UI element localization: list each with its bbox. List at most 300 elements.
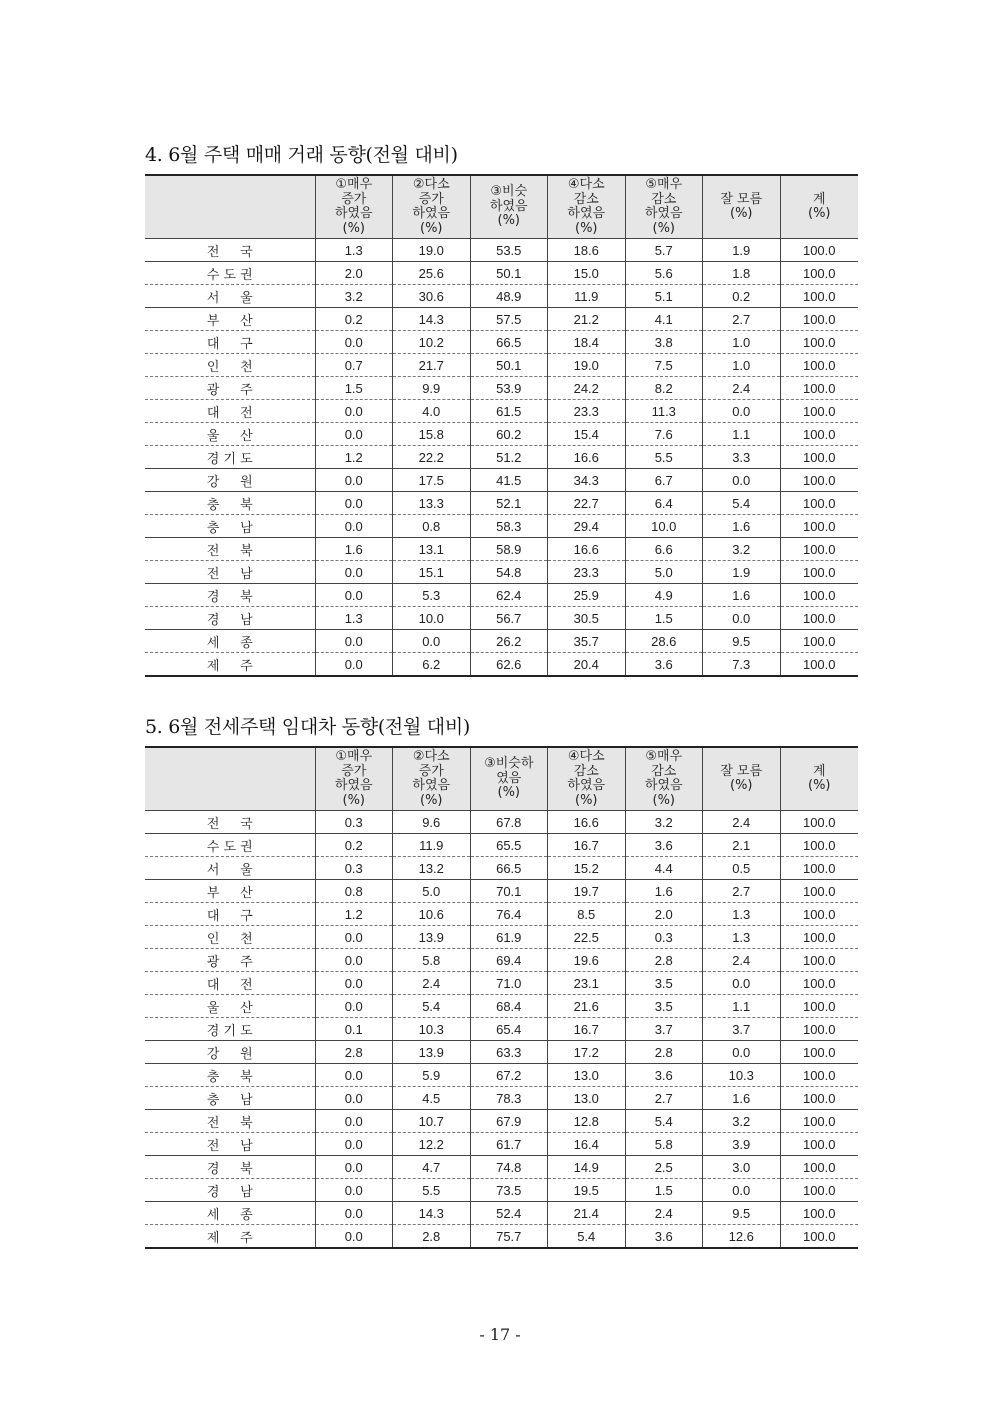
- value-cell: 100.0: [780, 285, 858, 308]
- value-cell: 23.3: [548, 400, 626, 423]
- value-cell: 3.6: [625, 1064, 703, 1087]
- region-cell: 광 주: [145, 377, 315, 400]
- value-cell: 100.0: [780, 1087, 858, 1110]
- value-cell: 22.5: [548, 926, 626, 949]
- value-cell: 14.3: [393, 308, 471, 331]
- value-cell: 0.0: [315, 515, 393, 538]
- value-cell: 0.0: [703, 400, 781, 423]
- value-cell: 19.7: [548, 880, 626, 903]
- value-cell: 1.9: [703, 239, 781, 262]
- value-cell: 62.4: [470, 584, 548, 607]
- column-header: ⑤매우 감소 하였음 (%): [625, 747, 703, 811]
- table-row: [145, 949, 858, 972]
- value-cell: 5.3: [393, 584, 471, 607]
- value-cell: 10.0: [625, 515, 703, 538]
- table-row: [145, 331, 858, 354]
- region-cell: 전 북: [145, 538, 315, 561]
- value-cell: 1.6: [703, 584, 781, 607]
- value-cell: 15.4: [548, 423, 626, 446]
- value-cell: 22.2: [393, 446, 471, 469]
- value-cell: 100.0: [780, 1018, 858, 1041]
- value-cell: 2.8: [625, 949, 703, 972]
- value-cell: 3.8: [625, 331, 703, 354]
- table-row: [145, 857, 858, 880]
- value-cell: 3.2: [703, 1110, 781, 1133]
- region-cell: 전 북: [145, 1110, 315, 1133]
- table-row: [145, 1041, 858, 1064]
- value-cell: 74.8: [470, 1156, 548, 1179]
- region-cell: 세 종: [145, 630, 315, 653]
- table-row: [145, 1225, 858, 1249]
- value-cell: 17.5: [393, 469, 471, 492]
- value-cell: 2.5: [625, 1156, 703, 1179]
- value-cell: 0.0: [315, 1202, 393, 1225]
- value-cell: 0.0: [315, 1064, 393, 1087]
- value-cell: 0.0: [315, 949, 393, 972]
- value-cell: 16.7: [548, 1018, 626, 1041]
- value-cell: 9.5: [703, 1202, 781, 1225]
- value-cell: 0.0: [703, 1041, 781, 1064]
- value-cell: 0.0: [703, 607, 781, 630]
- value-cell: 19.5: [548, 1179, 626, 1202]
- value-cell: 100.0: [780, 903, 858, 926]
- region-cell: 충 북: [145, 1064, 315, 1087]
- value-cell: 7.5: [625, 354, 703, 377]
- value-cell: 2.4: [703, 949, 781, 972]
- value-cell: 50.1: [470, 262, 548, 285]
- value-cell: 0.2: [315, 834, 393, 857]
- table-row: [145, 995, 858, 1018]
- value-cell: 65.4: [470, 1018, 548, 1041]
- value-cell: 51.2: [470, 446, 548, 469]
- value-cell: 1.6: [625, 880, 703, 903]
- region-cell: 인 천: [145, 926, 315, 949]
- value-cell: 58.3: [470, 515, 548, 538]
- value-cell: 3.7: [703, 1018, 781, 1041]
- value-cell: 10.6: [393, 903, 471, 926]
- value-cell: 19.6: [548, 949, 626, 972]
- lease-trend-table: [145, 746, 858, 1249]
- value-cell: 41.5: [470, 469, 548, 492]
- table-row: [145, 1110, 858, 1133]
- value-cell: 0.0: [315, 653, 393, 677]
- value-cell: 100.0: [780, 515, 858, 538]
- value-cell: 10.3: [393, 1018, 471, 1041]
- value-cell: 0.0: [315, 400, 393, 423]
- value-cell: 0.0: [315, 1110, 393, 1133]
- table-row: [145, 1087, 858, 1110]
- column-header: ⑤매우 감소 하였음 (%): [625, 175, 703, 239]
- value-cell: 58.9: [470, 538, 548, 561]
- value-cell: 52.1: [470, 492, 548, 515]
- column-header: ①매우 증가 하였음 (%): [315, 175, 393, 239]
- region-cell: 수 도 권: [145, 834, 315, 857]
- value-cell: 1.6: [703, 1087, 781, 1110]
- value-cell: 6.4: [625, 492, 703, 515]
- region-cell: 전 국: [145, 239, 315, 262]
- region-cell: 광 주: [145, 949, 315, 972]
- value-cell: 5.4: [393, 995, 471, 1018]
- value-cell: 2.8: [393, 1225, 471, 1249]
- value-cell: 16.4: [548, 1133, 626, 1156]
- value-cell: 100.0: [780, 857, 858, 880]
- value-cell: 100.0: [780, 377, 858, 400]
- table-row: [145, 584, 858, 607]
- section-title-lease: 5. 6월 전세주택 임대차 동향(전월 대비): [145, 716, 470, 738]
- value-cell: 100.0: [780, 880, 858, 903]
- value-cell: 21.2: [548, 308, 626, 331]
- value-cell: 4.4: [625, 857, 703, 880]
- value-cell: 1.5: [315, 377, 393, 400]
- value-cell: 0.2: [315, 308, 393, 331]
- value-cell: 5.4: [703, 492, 781, 515]
- table-row: [145, 400, 858, 423]
- value-cell: 4.7: [393, 1156, 471, 1179]
- table-row: [145, 880, 858, 903]
- value-cell: 48.9: [470, 285, 548, 308]
- table-row: [145, 239, 858, 262]
- column-header: ④다소 감소 하였음 (%): [548, 747, 626, 811]
- value-cell: 3.6: [625, 653, 703, 677]
- value-cell: 1.5: [625, 1179, 703, 1202]
- value-cell: 0.3: [315, 857, 393, 880]
- region-cell: 경 북: [145, 1156, 315, 1179]
- table-row: [145, 607, 858, 630]
- region-cell: 대 구: [145, 331, 315, 354]
- column-header: 계 (%): [780, 747, 858, 811]
- value-cell: 11.3: [625, 400, 703, 423]
- region-cell: 충 남: [145, 1087, 315, 1110]
- value-cell: 0.1: [315, 1018, 393, 1041]
- value-cell: 26.2: [470, 630, 548, 653]
- region-cell: 경 기 도: [145, 1018, 315, 1041]
- value-cell: 20.4: [548, 653, 626, 677]
- table-row: [145, 972, 858, 995]
- value-cell: 6.6: [625, 538, 703, 561]
- value-cell: 0.3: [625, 926, 703, 949]
- value-cell: 10.7: [393, 1110, 471, 1133]
- region-cell: 수 도 권: [145, 262, 315, 285]
- table-row: [145, 377, 858, 400]
- table-row: [145, 1133, 858, 1156]
- value-cell: 6.7: [625, 469, 703, 492]
- value-cell: 65.5: [470, 834, 548, 857]
- value-cell: 1.5: [625, 607, 703, 630]
- value-cell: 9.9: [393, 377, 471, 400]
- region-cell: 서 울: [145, 857, 315, 880]
- value-cell: 28.6: [625, 630, 703, 653]
- table-row: [145, 1179, 858, 1202]
- value-cell: 21.6: [548, 995, 626, 1018]
- value-cell: 9.6: [393, 811, 471, 834]
- value-cell: 3.2: [625, 811, 703, 834]
- value-cell: 16.6: [548, 811, 626, 834]
- region-cell: 경 기 도: [145, 446, 315, 469]
- column-header: ②다소 증가 하였음 (%): [393, 747, 471, 811]
- value-cell: 50.1: [470, 354, 548, 377]
- value-cell: 15.2: [548, 857, 626, 880]
- value-cell: 2.4: [703, 811, 781, 834]
- region-cell: 전 국: [145, 811, 315, 834]
- value-cell: 13.2: [393, 857, 471, 880]
- value-cell: 24.2: [548, 377, 626, 400]
- value-cell: 12.2: [393, 1133, 471, 1156]
- value-cell: 54.8: [470, 561, 548, 584]
- region-cell: 대 구: [145, 903, 315, 926]
- value-cell: 75.7: [470, 1225, 548, 1249]
- header-row: [145, 175, 858, 239]
- value-cell: 100.0: [780, 446, 858, 469]
- region-cell: 제 주: [206, 1230, 253, 1246]
- value-cell: 5.8: [625, 1133, 703, 1156]
- value-cell: 0.8: [393, 515, 471, 538]
- region-cell: 강 원: [145, 469, 315, 492]
- value-cell: 5.7: [625, 239, 703, 262]
- value-cell: 76.4: [470, 903, 548, 926]
- value-cell: 1.3: [703, 926, 781, 949]
- value-cell: 2.0: [625, 903, 703, 926]
- value-cell: 23.1: [548, 972, 626, 995]
- value-cell: 15.0: [548, 262, 626, 285]
- value-cell: 100.0: [780, 354, 858, 377]
- value-cell: 0.0: [315, 1225, 393, 1249]
- value-cell: 4.1: [625, 308, 703, 331]
- region-cell: 충 남: [145, 515, 315, 538]
- table-row: [145, 630, 858, 653]
- value-cell: 2.7: [625, 1087, 703, 1110]
- value-cell: 3.3: [703, 446, 781, 469]
- value-cell: 6.2: [393, 653, 471, 677]
- value-cell: 100.0: [780, 538, 858, 561]
- value-cell: 0.5: [703, 857, 781, 880]
- value-cell: 68.4: [470, 995, 548, 1018]
- value-cell: 0.0: [315, 469, 393, 492]
- value-cell: 22.7: [548, 492, 626, 515]
- value-cell: 5.4: [625, 1110, 703, 1133]
- table-row: [145, 1202, 858, 1225]
- value-cell: 100.0: [780, 1064, 858, 1087]
- value-cell: 1.3: [315, 239, 393, 262]
- value-cell: 78.3: [470, 1087, 548, 1110]
- value-cell: 0.0: [315, 926, 393, 949]
- value-cell: 2.8: [315, 1041, 393, 1064]
- value-cell: 1.1: [703, 995, 781, 1018]
- value-cell: 100.0: [780, 469, 858, 492]
- table-row: [145, 1018, 858, 1041]
- value-cell: 4.5: [393, 1087, 471, 1110]
- value-cell: 3.6: [625, 1225, 703, 1249]
- value-cell: 4.0: [393, 400, 471, 423]
- table-row: [145, 538, 858, 561]
- table-row: [145, 834, 858, 857]
- value-cell: 17.2: [548, 1041, 626, 1064]
- value-cell: 100.0: [780, 972, 858, 995]
- value-cell: 70.1: [470, 880, 548, 903]
- value-cell: 100.0: [780, 239, 858, 262]
- value-cell: 5.8: [393, 949, 471, 972]
- region-cell: 경 북: [145, 584, 315, 607]
- column-header: ②다소 증가 하였음 (%): [393, 175, 471, 239]
- value-cell: 8.5: [548, 903, 626, 926]
- column-header: 잘 모름 (%): [703, 175, 781, 239]
- table-row: [145, 561, 858, 584]
- value-cell: 100.0: [780, 331, 858, 354]
- region-cell: 대 전: [145, 972, 315, 995]
- value-cell: 3.5: [625, 995, 703, 1018]
- column-header: 계 (%): [780, 175, 858, 239]
- value-cell: 100.0: [780, 1156, 858, 1179]
- value-cell: 100.0: [780, 630, 858, 653]
- sales-trend-table: [145, 174, 858, 677]
- table-row: [145, 653, 858, 677]
- value-cell: 53.9: [470, 377, 548, 400]
- table-row: [145, 515, 858, 538]
- column-header: ①매우 증가 하였음 (%): [315, 747, 393, 811]
- value-cell: 3.6: [625, 834, 703, 857]
- value-cell: 67.2: [470, 1064, 548, 1087]
- section-title-sales: 4. 6월 주택 매매 거래 동향(전월 대비): [145, 144, 458, 166]
- region-cell: 세 종: [145, 1202, 315, 1225]
- region-header: [145, 175, 315, 239]
- value-cell: 10.0: [393, 607, 471, 630]
- value-cell: 0.0: [393, 630, 471, 653]
- region-cell: 부 산: [145, 880, 315, 903]
- value-cell: 100.0: [780, 1133, 858, 1156]
- value-cell: 100.0: [780, 423, 858, 446]
- table-row: [145, 262, 858, 285]
- value-cell: 2.8: [625, 1041, 703, 1064]
- value-cell: 1.8: [703, 262, 781, 285]
- column-header: ③비슷 하였음 (%): [470, 175, 548, 239]
- value-cell: 34.3: [548, 469, 626, 492]
- table-row: [145, 811, 858, 834]
- table-row: [145, 492, 858, 515]
- table-row: [145, 308, 858, 331]
- table-row: [145, 1064, 858, 1087]
- value-cell: 2.0: [315, 262, 393, 285]
- value-cell: 2.7: [703, 308, 781, 331]
- value-cell: 15.8: [393, 423, 471, 446]
- table-row: [145, 446, 858, 469]
- value-cell: 100.0: [780, 995, 858, 1018]
- page-number: - 17 -: [479, 1325, 521, 1344]
- table-row: [145, 1156, 858, 1179]
- value-cell: 5.1: [625, 285, 703, 308]
- value-cell: 13.9: [393, 1041, 471, 1064]
- region-cell: 강 원: [145, 1041, 315, 1064]
- value-cell: 14.9: [548, 1156, 626, 1179]
- value-cell: 71.0: [470, 972, 548, 995]
- value-cell: 16.6: [548, 538, 626, 561]
- value-cell: 2.4: [703, 377, 781, 400]
- value-cell: 100.0: [780, 926, 858, 949]
- column-header: ④다소 감소 하였음 (%): [548, 175, 626, 239]
- value-cell: 0.7: [315, 354, 393, 377]
- value-cell: 19.0: [393, 239, 471, 262]
- column-header: 잘 모름 (%): [703, 747, 781, 811]
- value-cell: 18.6: [548, 239, 626, 262]
- value-cell: 1.0: [703, 354, 781, 377]
- value-cell: 1.0: [703, 331, 781, 354]
- value-cell: 11.9: [393, 834, 471, 857]
- value-cell: 19.0: [548, 354, 626, 377]
- value-cell: 100.0: [780, 834, 858, 857]
- value-cell: 0.8: [315, 880, 393, 903]
- value-cell: 100.0: [780, 949, 858, 972]
- table-row: [145, 903, 858, 926]
- value-cell: 67.9: [470, 1110, 548, 1133]
- value-cell: 8.2: [625, 377, 703, 400]
- value-cell: 0.0: [315, 995, 393, 1018]
- value-cell: 4.9: [625, 584, 703, 607]
- value-cell: 3.0: [703, 1156, 781, 1179]
- value-cell: 5.5: [393, 1179, 471, 1202]
- value-cell: 21.4: [548, 1202, 626, 1225]
- value-cell: 12.6: [703, 1225, 781, 1249]
- value-cell: 25.6: [393, 262, 471, 285]
- value-cell: 0.0: [315, 972, 393, 995]
- value-cell: 100.0: [780, 1202, 858, 1225]
- value-cell: 53.5: [470, 239, 548, 262]
- region-header: [145, 747, 315, 811]
- value-cell: 2.1: [703, 834, 781, 857]
- value-cell: 100.0: [780, 1179, 858, 1202]
- value-cell: 0.0: [315, 1179, 393, 1202]
- value-cell: 1.2: [315, 903, 393, 926]
- value-cell: 69.4: [470, 949, 548, 972]
- value-cell: 52.4: [470, 1202, 548, 1225]
- table-row: [145, 423, 858, 446]
- value-cell: 13.0: [548, 1064, 626, 1087]
- value-cell: 100.0: [780, 1225, 858, 1249]
- value-cell: 66.5: [470, 857, 548, 880]
- value-cell: 100.0: [780, 1110, 858, 1133]
- value-cell: 13.9: [393, 926, 471, 949]
- value-cell: 3.2: [315, 285, 393, 308]
- value-cell: 100.0: [780, 811, 858, 834]
- value-cell: 0.0: [315, 1087, 393, 1110]
- region-cell: 울 산: [145, 423, 315, 446]
- value-cell: 61.5: [470, 400, 548, 423]
- value-cell: 1.3: [703, 903, 781, 926]
- value-cell: 100.0: [780, 262, 858, 285]
- value-cell: 5.0: [393, 880, 471, 903]
- table-row: [145, 285, 858, 308]
- value-cell: 1.6: [703, 515, 781, 538]
- value-cell: 15.1: [393, 561, 471, 584]
- value-cell: 13.0: [548, 1087, 626, 1110]
- value-cell: 3.5: [625, 972, 703, 995]
- value-cell: 5.5: [625, 446, 703, 469]
- value-cell: 100.0: [780, 308, 858, 331]
- value-cell: 3.7: [625, 1018, 703, 1041]
- header-row: [145, 747, 858, 811]
- value-cell: 62.6: [470, 653, 548, 677]
- region-cell: 울 산: [145, 995, 315, 1018]
- value-cell: 16.6: [548, 446, 626, 469]
- value-cell: 1.3: [315, 607, 393, 630]
- value-cell: 1.1: [703, 423, 781, 446]
- value-cell: 0.0: [315, 561, 393, 584]
- value-cell: 30.6: [393, 285, 471, 308]
- value-cell: 63.3: [470, 1041, 548, 1064]
- value-cell: 16.7: [548, 834, 626, 857]
- value-cell: 10.3: [703, 1064, 781, 1087]
- value-cell: 23.3: [548, 561, 626, 584]
- region-cell: 경 남: [145, 1179, 315, 1202]
- value-cell: 9.5: [703, 630, 781, 653]
- value-cell: 3.9: [703, 1133, 781, 1156]
